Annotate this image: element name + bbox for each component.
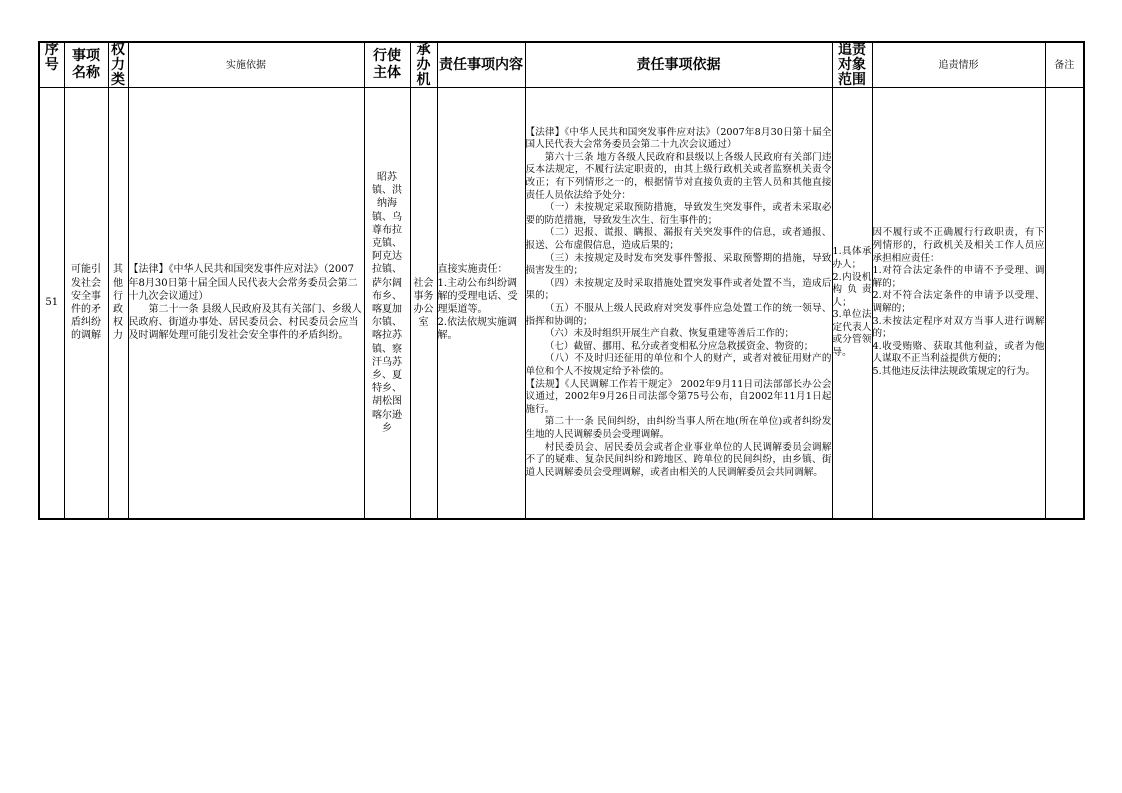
duty-content-heading: 直接实施责任： [437, 264, 508, 276]
duty-basis-item-8: （八）不及时归还征用的单位和个人的财产，或者对被征用财产的单位和个人不按规定给予补偿的。 [525, 353, 832, 377]
duty-basis-item-5: （五）不服从上级人民政府对突发事件应急处置工作的统一领导、指挥和协调的； [525, 303, 832, 327]
row-power-type: 其他行政权力 [108, 88, 128, 520]
cases-item-1: 1.对符合法定条件的申请不予受理、调解的； [872, 265, 1045, 289]
header-seq: 序号 [39, 42, 64, 88]
duty-basis-item-1: （一）未按规定采取预防措施，导致发生突发事件，或者未采取必要的防范措施，导致发生次生、衍生事件的； [525, 202, 832, 226]
basis-law-title: 【法律】《中华人民共和国突发事件应对法》（2007年8月30日第十届全国人民代表大会常务委员会第二十九次会议通过） [128, 264, 358, 302]
header-subject: 行使主体 [364, 42, 410, 88]
header-duty-content: 责任事项内容 [437, 42, 525, 88]
target-item-3: 3.单位法定代表人或分管领导。 [832, 309, 872, 359]
header-basis: 实施依据 [128, 42, 364, 88]
row-seq: 51 [39, 88, 64, 520]
row-cases [872, 88, 1045, 520]
row-basis [128, 88, 364, 520]
table-row [39, 88, 1084, 520]
cases-item-3: 3.未按法定程序对双方当事人进行调解的； [872, 315, 1045, 340]
cases-item-4: 4.收受贿赂、获取其他利益，或者为他人谋取不正当利益提供方便的； [872, 340, 1045, 365]
row-target [832, 88, 872, 520]
duty-basis-item-7: （七）截留、挪用、私分或者变相私分应急救援资金、物资的； [544, 340, 814, 352]
target-item-1: 1.具体承办人； [832, 246, 872, 270]
duty-content-item-2: 2.依法依规实施调解。 [437, 317, 518, 342]
header-power-type: 权力类 [108, 42, 128, 88]
target-item-2: 2.内设机构负责人； [832, 271, 872, 308]
header-office: 承办机 [410, 42, 437, 88]
duty-basis-item-2: （二）迟报、谎报、瞒报、漏报有关突发事件的信息，或者通报、报送、公布虚假信息，造成后果的； [525, 227, 832, 252]
responsibility-table [38, 41, 1085, 520]
header-target: 追责对象范围 [832, 42, 872, 88]
cases-item-5: 5.其他违反法律法规政策规定的行为。 [872, 365, 1036, 377]
basis-article: 第二十一条 县级人民政府及其有关部门、乡级人民政府、街道办事处、居民委员会、村民委员会应当及时调解处理可能引发社会安全事件的矛盾纠纷。 [128, 304, 362, 342]
row-duty-basis [525, 88, 832, 520]
duty-basis-item-3: （三）未按规定及时发布突发事件警报、采取预警期的措施，导致损害发生的； [525, 252, 832, 277]
duty-basis-article-21-para: 村民委员会、居民委员会或者企业事业单位的人民调解委员会调解不了的疑难、复杂民间纠纷和跨地区、跨单位的民间纠纷，由乡镇、街道人民调解委员会受理调解，或者由相关的人民调解委员会共同调解。 [525, 441, 832, 478]
row-office: 社会事务办公室 [410, 88, 437, 520]
cases-intro: 因不履行或不正确履行行政职责，有下列情形的，行政机关及相关工作人员应承担相应责任： [872, 227, 1045, 264]
row-duty-content [437, 88, 525, 520]
duty-content-item-1: 1.主动公布纠纷调解的受理电话、受理渠道等。 [437, 277, 518, 315]
row-remark [1045, 88, 1084, 520]
duty-basis-regulation-title: 【法规】《人民调解工作若干规定》 2002年9月11日司法部部长办公会议通过，2002年9月26日司法部令第75号公布，自2002年11月1日起施行。 [525, 378, 832, 415]
row-name: 可能引发社会安全事件的矛盾纠纷的调解 [64, 88, 108, 520]
row-subject: 昭苏镇、洪纳海镇、乌尊布拉克镇、阿克达拉镇、萨尔阔布乡、喀夏加尔镇、喀拉苏镇、察汗乌苏乡、夏特乡、胡松图喀尔逊乡 [364, 88, 410, 520]
header-name: 事项名称 [64, 42, 108, 88]
header-duty-basis: 责任事项依据 [525, 42, 832, 88]
duty-basis-law-title: 【法律】《中华人民共和国突发事件应对法》（2007年8月30日第十届全国人民代表大会常务委员会第二十九次会议通过） [525, 126, 832, 151]
duty-basis-article-21: 第二十一条 民间纠纷，由纠纷当事人所在地(所在单位)或者纠纷发生地的人民调解委员会受理调解。 [525, 416, 832, 440]
duty-basis-item-6: （六）未及时组织开展生产自救、恢复重建等善后工作的； [544, 328, 795, 340]
duty-basis-item-4: （四）未按规定及时采取措施处置突发事件或者处置不当，造成后果的； [525, 277, 832, 302]
cases-item-2: 2.对不符合法定条件的申请予以受理、调解的； [872, 290, 1045, 314]
header-row [39, 42, 1084, 88]
header-remark: 备注 [1045, 42, 1084, 88]
header-cases: 追责情形 [872, 42, 1045, 88]
duty-basis-article-63: 第六十三条 地方各级人民政府和县级以上各级人民政府有关部门违反本法规定，不履行法定职责的，由其上级行政机关或者监察机关责令改正；有下列情形之一的，根据情节对直接负责的主管人员和其他直接责任人员依法给予处分： [525, 151, 832, 201]
